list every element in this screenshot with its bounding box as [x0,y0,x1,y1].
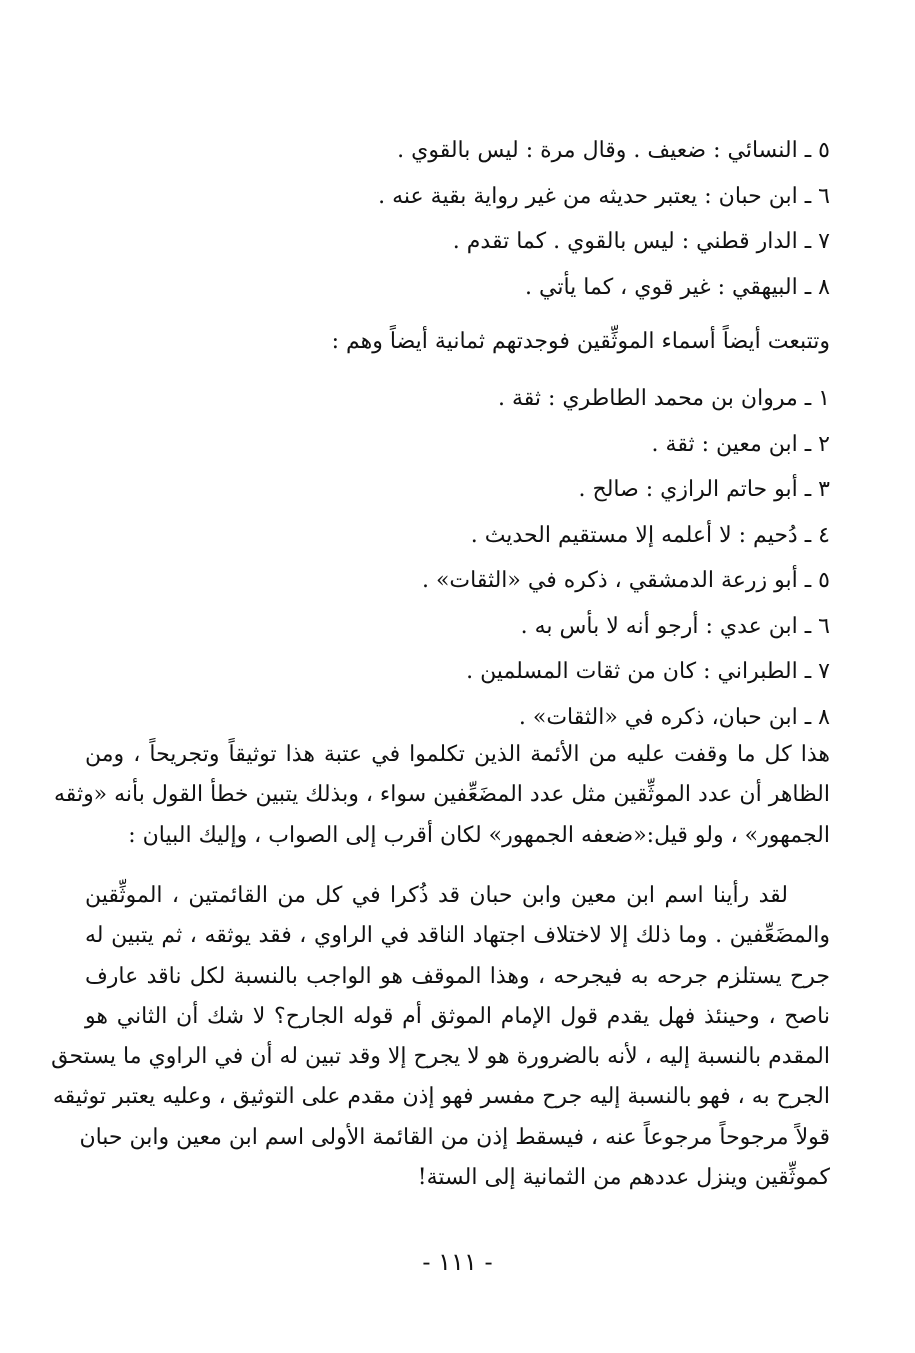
list-item: ٧ ـ الدار قطني : ليس بالقوي . كما تقدم . [452,229,830,254]
paragraph-line: ناصح ، وحينئذ فهل يقدم قول الإمام الموثق أم قوله الجارح؟ لا شك أن الثاني هو [85,1003,830,1029]
list-item: ٥ ـ أبو زرعة الدمشقي ، ذكره في «الثقات» . [421,568,830,593]
paragraph-line: قولاً مرجوحاً مرجوعاً عنه ، فيسقط إذن من القائمة الأولى اسم ابن معين وابن حبان [79,1124,830,1150]
list-item: ٦ ـ ابن عدي : أرجو أنه لا بأس به . [520,613,830,639]
paragraph-line: جرح يستلزم جرحه به فيجرحه ، وهذا الموقف هو الواجب بالنسبة لكل ناقد عارف [85,963,830,989]
paragraph-line: الجمهور» ، ولو قيل:«ضعفه الجمهور» لكان أقرب إلى الصواب ، وإليك البيان : [128,822,830,848]
list-item: ٣ ـ أبو حاتم الرازي : صالح . [578,477,830,502]
paragraph-line: هذا كل ما وقفت عليه من الأئمة الذين تكلموا في عتبة هذا توثيقاً وتجريحاً ، ومن [85,742,830,767]
paragraph-line: لقد رأينا اسم ابن معين وابن حبان قد ذُكرا في كل من القائمتين ، الموثِّقين [85,883,788,908]
list-item: ٢ ـ ابن معين : ثقة . [651,431,830,457]
paragraph-line: الظاهر أن عدد الموثِّقين مثل عدد المضَعِّفين سواء ، وبذلك يتبين خطأ القول بأنه «وثقه [54,782,830,808]
list-item: ٨ ـ البيهقي : غير قوي ، كما يأتي . [525,274,830,300]
list-item: ٦ ـ ابن حبان : يعتبر حديثه من غير رواية بقية عنه . [378,183,830,209]
paragraph-line: كموثِّقين وينزل عددهم من الثمانية إلى الستة! [417,1165,830,1191]
list-item: ٤ ـ دُحيم : لا أعلمه إلا مستقيم الحديث . [470,522,830,548]
summary-paragraph [54,735,830,856]
list-item: ٧ ـ الطبراني : كان من ثقات المسلمين . [466,659,830,684]
trusters-list [85,376,830,740]
list-item: ١ ـ مروان بن محمد الطاطري : ثقة . [497,386,830,411]
list-item: ٥ ـ النسائي : ضعيف . وقال مرة : ليس بالقوي . [397,138,830,163]
paragraph-line: والمضَعِّفين . وما ذلك إلا لاختلاف اجتهاد الناقد في الراوي ، فقد يوثقه ، ثم يتبين له [85,923,830,949]
analysis-paragraph [51,876,830,1198]
paragraph-line: الجرح به ، فهو بالنسبة إليه جرح مفسر فهو إذن مقدم على التوثيق ، وعليه يعتبر توثيقه [52,1084,830,1110]
page-number: - ١١١ - [422,1248,493,1276]
paragraph-line: المقدم بالنسبة إليه ، لأنه بالضرورة هو لا يجرح إلا وقد تبين له أن في الراوي ما يستحق [51,1044,830,1070]
list-item: ٨ ـ ابن حبان، ذكره في «الثقات» . [518,704,830,730]
trusters-intro: وتتبعت أيضاً أسماء الموثِّقين فوجدتهم ثمانية أيضاً وهم : [331,329,830,354]
weakeners-list [85,128,830,310]
